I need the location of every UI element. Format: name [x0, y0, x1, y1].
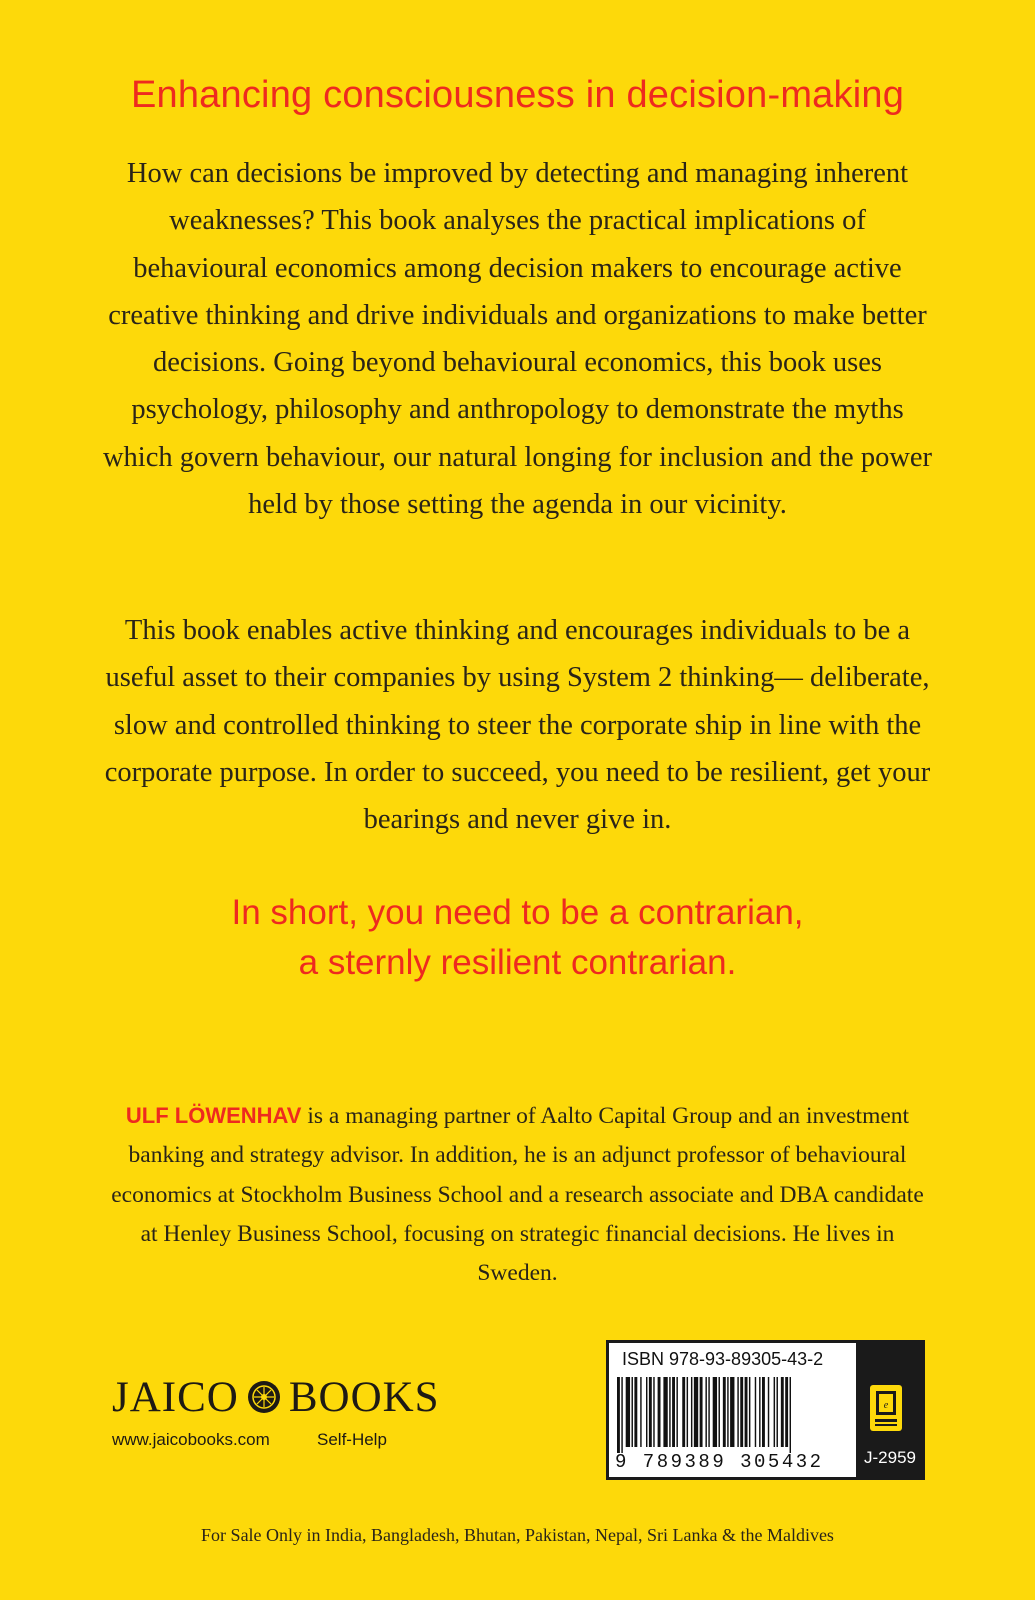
description-paragraph-2: This book enables active thinking and encourages individuals to be a useful asset to their companies by using System 2 thinking— deliberate, slow and controlled thinking to steer the corporate ship in line with the corporate purpose. In order to succeed, you need to be resilient, get your bearings and never give in.: [104, 615, 931, 836]
author-bio: [100, 1096, 935, 1293]
jaico-emblem-icon: [247, 1380, 281, 1414]
svg-text:e: e: [883, 1400, 889, 1411]
sale-territory-note: For Sale Only in India, Bangladesh, Bhutan, Pakistan, Nepal, Sri Lanka & the Maldives: [201, 1525, 834, 1545]
tagline-line-2: a sternly resilient contrarian.: [298, 943, 737, 982]
author-bio-text: is a managing partner of Aalto Capital Group and an investment banking and strategy advisor. In addition, he is an adjunct professor of behavioural economics at Stockholm Business School and a research associate and DBA candidate at Henley Business School, focusing on strategic financial decisions. He lives in Sweden.: [111, 1103, 924, 1287]
tagline: [0, 888, 1035, 988]
publisher-url[interactable]: www.jaicobooks.com: [112, 1430, 270, 1449]
barcode-panel: [606, 1340, 925, 1480]
publisher-block: [112, 1372, 440, 1450]
isbn-digits: 9 789389 305432: [615, 1451, 824, 1473]
tagline-line-1: In short, you need to be a contrarian,: [231, 893, 804, 932]
barcode-area: [609, 1343, 856, 1477]
author-name: ULF LÖWENHAV: [125, 1103, 302, 1128]
description-paragraph-1: How can decisions be improved by detecting and managing inherent weaknesses? This book analyses the practical implications of behavioural economics among decision makers to encourage active creative thinking and drive individuals and organizations to make better decisions. Going beyond behavioural economics, this book uses psychology, philosophy and anthropology to demonstrate the myths which govern behaviour, our natural longing for inclusion and the power held by those setting the agenda in our vicinity.: [102, 158, 933, 521]
headline: Enhancing consciousness in decision-making: [130, 74, 905, 116]
book-category: Self-Help: [317, 1430, 387, 1449]
publisher-name-right: BOOKS: [288, 1373, 440, 1421]
isbn-label: ISBN 978-93-89305-43-2: [622, 1349, 824, 1369]
ebook-available-icon: [869, 1384, 903, 1432]
product-code: J-2959: [864, 1448, 916, 1467]
publisher-logo: [112, 1372, 440, 1422]
barcode-icon: [617, 1377, 849, 1453]
publisher-name-left: JAICO: [112, 1373, 239, 1421]
